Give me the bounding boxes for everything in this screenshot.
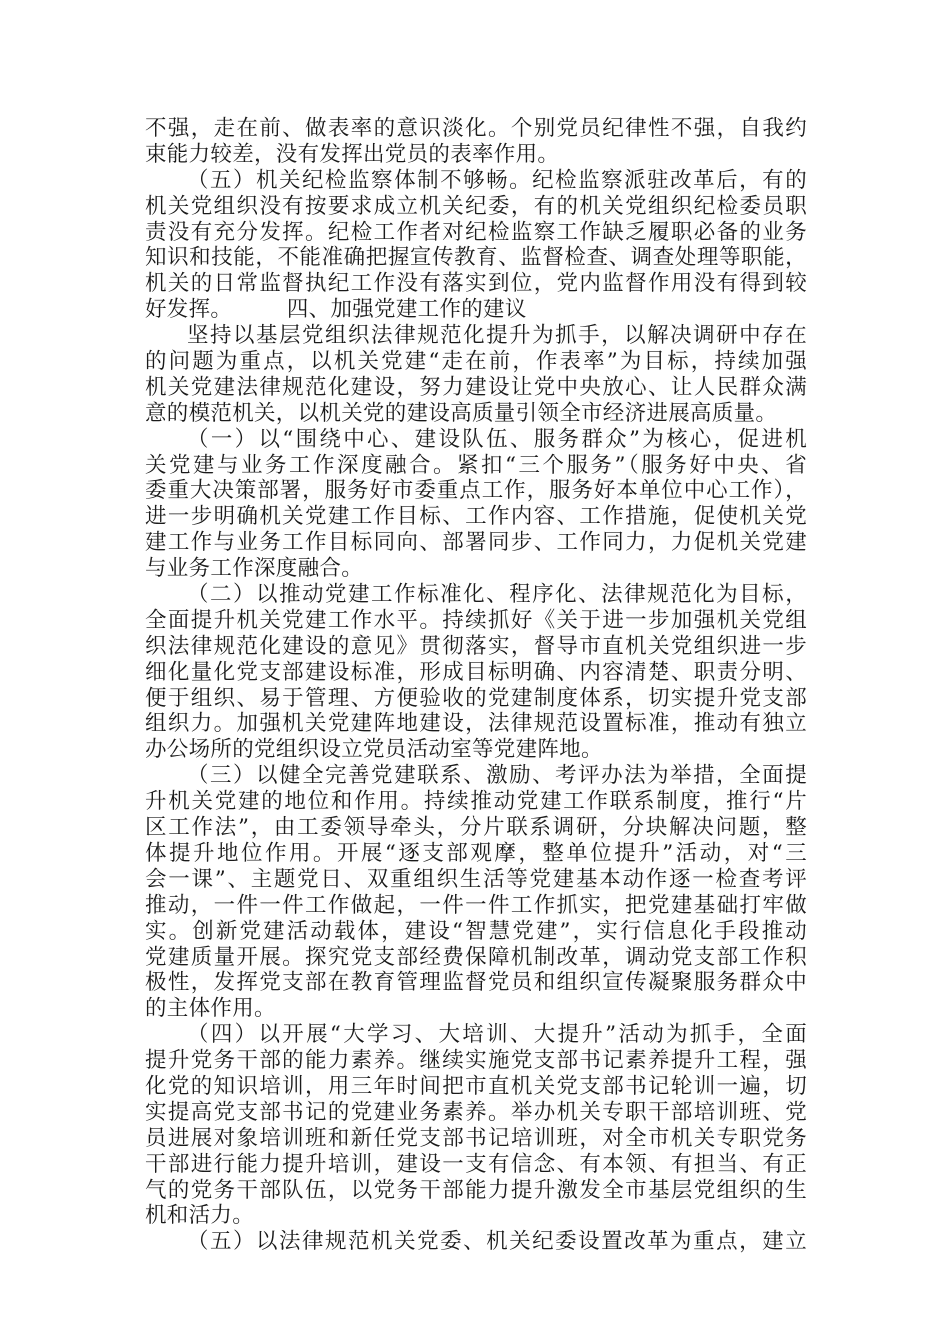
text-line: 实。创新党建活动载体，建设“智慧党建”，实行信息化手段推动: [145, 918, 807, 944]
text-line: 的问题为重点，以机关党建“走在前，作表率”为目标，持续加强: [145, 349, 807, 375]
text-line: 会一课”、主题党日、双重组织生活等党建基本动作逐一检查考评: [145, 866, 807, 892]
section-heading-line: （三）以健全完善党建联系、激励、考评办法为举措，全面提: [187, 763, 807, 789]
text-line: 建工作与业务工作目标同向、部署同步、工作同力，力促机关党建: [145, 530, 807, 556]
section-heading-line: （五）机关纪检监察体制不够畅。纪检监察派驻改革后，有的: [187, 167, 807, 193]
text-line: 的主体作用。: [145, 996, 276, 1022]
section-heading-line: （五）以法律规范机关党委、机关纪委设置改革为重点，建立: [187, 1229, 807, 1255]
text-line: 气的党务干部队伍，以党务干部能力提升激发全市基层党组织的生: [145, 1177, 807, 1203]
text-line: 委重大决策部署，服务好市委重点工作，服务好本单位中心工作），: [145, 478, 807, 504]
text-line: 与业务工作深度融合。: [145, 556, 364, 582]
section-heading-line: （一）以“围绕中心、建设队伍、服务群众”为核心，促进机: [187, 426, 807, 452]
text-line: 组织力。加强机关党建阵地建设，法律规范设置标准，推动有独立: [145, 711, 807, 737]
text-line: 责没有充分发挥。纪检工作者对纪检监察工作缺乏履职必备的业务: [145, 219, 807, 245]
text-line: 机关的日常监督执纪工作没有落实到位，党内监督作用没有得到较: [145, 271, 807, 297]
text-line: 织法律规范化建设的意见》贯彻落实，督导市直机关党组织进一步: [145, 633, 807, 659]
text-line: 升机关党建的地位和作用。持续推动党建工作联系制度，推行“片: [145, 789, 807, 815]
text-line: 推动，一件一件工作做起，一件一件工作抓实，把党建基础打牢做: [145, 892, 807, 918]
text-line: 进一步明确机关党建工作目标、工作内容、工作措施，促使机关党: [145, 504, 807, 530]
text-line: 化党的知识培训，用三年时间把市直机关党支部书记轮训一遍，切: [145, 1073, 807, 1099]
text-line: 束能力较差，没有发挥出党员的表率作用。: [145, 141, 560, 167]
text-line: 机关党建法律规范化建设，努力建设让党中央放心、让人民群众满: [145, 374, 807, 400]
section-heading-line: （四）以开展“大学习、大培训、大提升”活动为抓手，全面: [187, 1022, 807, 1048]
document-page: [145, 116, 807, 1255]
text-line: 区工作法”，由工委领导牵头，分片联系调研，分块解决问题，整: [145, 815, 807, 841]
text-line: 便于组织、易于管理、方便验收的党建制度体系，切实提升党支部: [145, 685, 807, 711]
text-line: 关党建与业务工作深度融合。紧扣“三个服务”（服务好中央、省: [145, 452, 807, 478]
paragraph-start-line: 坚持以基层党组织法律规范化提升为抓手，以解决调研中存在: [187, 323, 807, 349]
text-line: 不强，走在前、做表率的意识淡化。个别党员纪律性不强，自我约: [145, 116, 807, 141]
text-line: 好发挥。 四、加强党建工作的建议: [145, 297, 527, 323]
text-line: 意的模范机关，以机关党的建设高质量引领全市经济进展高质量。: [145, 400, 778, 426]
text-line: 实提高党支部书记的党建业务素养。举办机关专职干部培训班、党: [145, 1099, 807, 1125]
text-line: 机和活力。: [145, 1203, 255, 1229]
text-line: 提升党务干部的能力素养。继续实施党支部书记素养提升工程，强: [145, 1048, 807, 1074]
text-line: 机关党组织没有按要求成立机关纪委，有的机关党组织纪检委员职: [145, 193, 807, 219]
section-heading-line: （二）以推动党建工作标准化、程序化、法律规范化为目标，: [187, 582, 807, 608]
text-line: 体提升地位作用。开展“逐支部观摩，整单位提升”活动，对“三: [145, 840, 807, 866]
text-line: 员进展对象培训班和新任党支部书记培训班，对全市机关专职党务: [145, 1125, 807, 1151]
text-line: 党建质量开展。探究党支部经费保障机制改革，调动党支部工作积: [145, 944, 807, 970]
text-line: 干部进行能力提升培训，建设一支有信念、有本领、有担当、有正: [145, 1151, 807, 1177]
text-line: 极性，发挥党支部在教育管理监督党员和组织宣传凝聚服务群众中: [145, 970, 807, 996]
text-line: 办公场所的党组织设立党员活动室等党建阵地。: [145, 737, 603, 763]
text-line: 知识和技能，不能准确把握宣传教育、监督检查、调查处理等职能，: [145, 245, 807, 271]
text-line: 全面提升机关党建工作水平。持续抓好《关于进一步加强机关党组: [145, 607, 807, 633]
text-line: 细化量化党支部建设标准，形成目标明确、内容清楚、职责分明、: [145, 659, 807, 685]
